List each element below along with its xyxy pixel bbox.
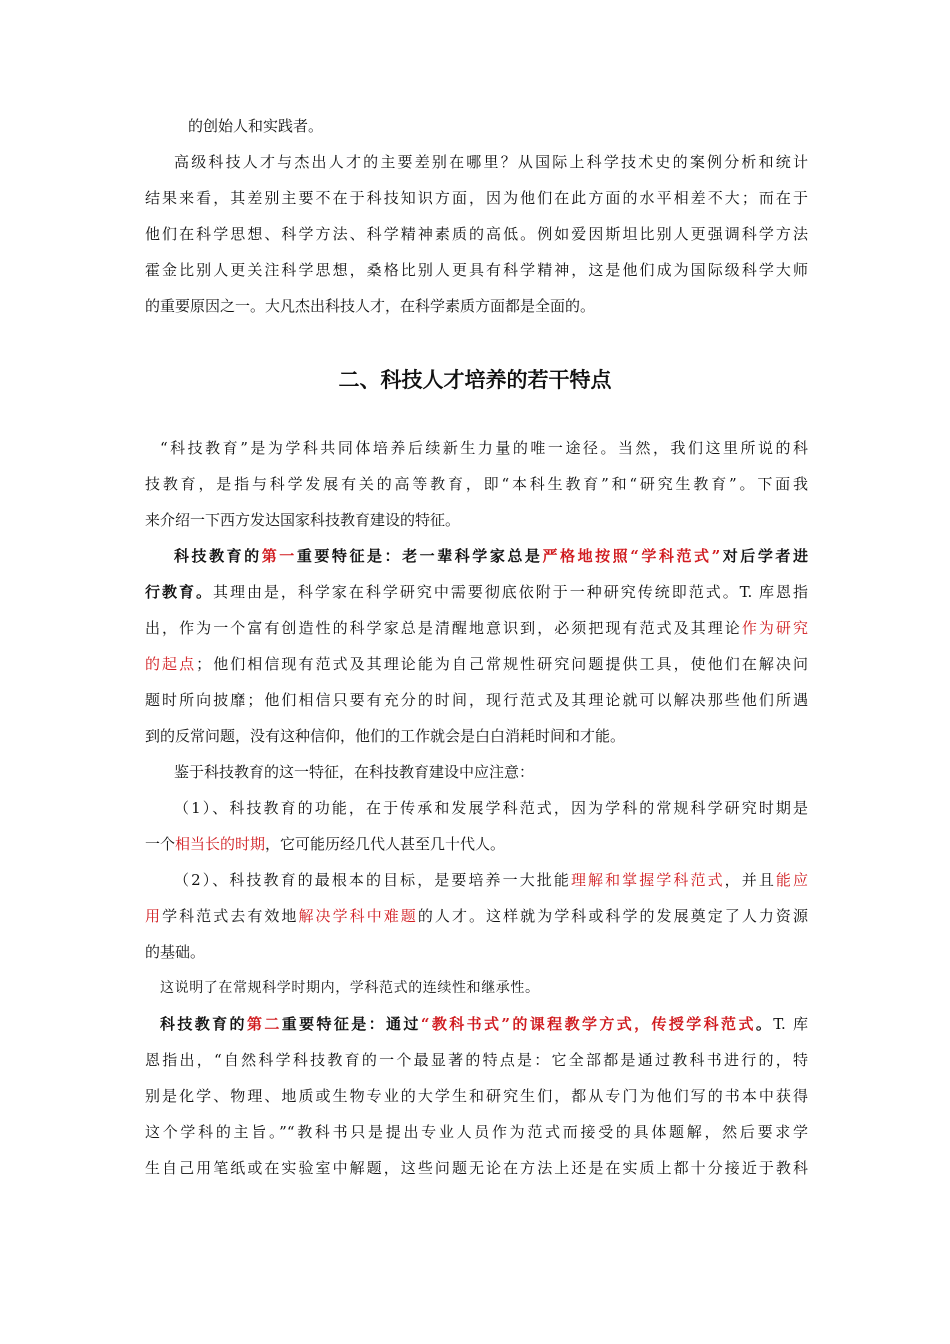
text-run: ，它可能历经几代人甚至几十代人。 <box>265 835 506 853</box>
text-run: 重要特征是：老一辈科学家总是 <box>296 547 543 565</box>
paragraph-8-line-1 <box>160 1012 808 1036</box>
highlight-run: 理解和掌握学科范式 <box>570 871 725 889</box>
highlight-run: 解决学科中难题 <box>298 907 418 925</box>
bold-run: 科技教育的 <box>160 1015 247 1033</box>
paragraph-7-line-2 <box>145 904 808 928</box>
text-run: 一个 <box>145 835 176 853</box>
paragraph-3-line-1: “科技教育”是为学科共同体培养后续新生力量的唯一途径。当然，我们这里所说的科 <box>160 439 808 457</box>
bold-run: 重要特征是：通过 <box>281 1015 421 1033</box>
text-run: T. 库 <box>773 1015 808 1033</box>
paragraph-4-line-6: 到的反常问题，没有这种信仰，他们的工作就会是白白消耗时间和才能。 <box>145 727 626 745</box>
highlight-run: 能应 <box>775 871 808 889</box>
paragraph-2-line-2: 结果来看，其差别主要不在于科技知识方面，因为他们在此方面的水平相差不大；而在于 <box>145 189 808 207</box>
paragraph-6-line-2 <box>145 832 808 856</box>
text-run: ，并且 <box>724 871 776 889</box>
highlight-run: 作为研究 <box>741 619 808 637</box>
paragraph-4-line-1 <box>174 544 808 568</box>
bold-run: 行教育。 <box>145 583 213 601</box>
text-run: 对后学者进 <box>720 547 808 565</box>
highlight-run: 第一 <box>261 547 297 565</box>
paragraph-8-line-5: 生自己用笔纸或在实验室中解题，这些问题无论在方法上还是在实质上都十分接近于教科 <box>145 1159 808 1177</box>
paragraph-3-line-2: 技教育，是指与科学发展有关的高等教育，即“本科生教育”和“研究生教育”。下面我 <box>145 475 808 493</box>
paragraph-4-line-2 <box>145 580 808 604</box>
paragraph-8-line-4: 这个学科的主旨。”“教科书只是提出专业人员作为范式而接受的具体题解，然后要求学 <box>145 1123 808 1141</box>
paragraph-6-line-1: （1）、科技教育的功能，在于传承和发展学科范式，因为学科的常规科学研究时期是 <box>174 799 808 817</box>
highlight-run: 严格地按照“学科范式” <box>542 547 721 565</box>
paragraph-7-line-1 <box>174 868 808 892</box>
paragraph-7-line-3: 的基础。 <box>145 943 206 961</box>
paragraph-3-line-3: 来介绍一下西方发达国家科技教育建设的特征。 <box>145 511 461 529</box>
paragraph-2-line-3: 他们在科学思想、科学方法、科学精神素质的高低。例如爱因斯坦比别人更强调科学方法 <box>145 225 808 243</box>
margin-note: 这说明了在常规科学时期内，学科范式的连续性和继承性。 <box>160 980 540 996</box>
bold-run: 。 <box>755 1015 774 1033</box>
paragraph-4-line-3 <box>145 616 808 640</box>
paragraph-2-line-4: 霍金比别人更关注科学思想，桑格比别人更具有科学精神，这是他们成为国际级科学大师 <box>145 261 808 279</box>
text-run: 科技教育的 <box>174 547 262 565</box>
paragraph-8-line-2: 恩指出，“自然科学科技教育的一个最显著的特点是：它全部都是通过教科书进行的，特 <box>145 1051 808 1069</box>
text-run: 出，作为一个富有创造性的科学家总是清醒地意识到，必须把现有范式及其理论 <box>145 619 742 637</box>
section-heading: 二、科技人才培养的若干特点 <box>338 368 612 392</box>
paragraph-5-line-1: 鉴于科技教育的这一特征，在科技教育建设中应注意： <box>174 763 535 781</box>
highlight-run: “教科书式”的课程教学方式，传授学科范式 <box>420 1015 756 1033</box>
paragraph-4-line-4 <box>145 652 808 676</box>
paragraph-1-line-1: 的创始人和实践者。 <box>188 117 324 135</box>
highlight-run: 相当长的时期 <box>175 835 266 853</box>
highlight-run: 用 <box>145 907 163 925</box>
text-run: 其理由是，科学家在科学研究中需要彻底依附于一种研究传统即范式。T. 库恩指 <box>212 583 808 601</box>
highlight-run: 第二 <box>246 1015 282 1033</box>
text-run: 学科范式去有效地 <box>162 907 299 925</box>
highlight-run: 的起点 <box>145 655 197 673</box>
paragraph-8-line-3: 别是化学、物理、地质或生物专业的大学生和研究生们，都从专门为他们写的书本中获得 <box>145 1087 808 1105</box>
paragraph-2-line-1: 高级科技人才与杰出人才的主要差别在哪里？从国际上科学技术史的案例分析和统计 <box>174 153 808 171</box>
text-run: 的人才。这样就为学科或科学的发展奠定了人力资源 <box>417 907 808 925</box>
paragraph-4-line-5: 题时所向披靡；他们相信只要有充分的时间，现行范式及其理论就可以解决那些他们所遇 <box>145 691 808 709</box>
text-run: （2）、科技教育的最根本的目标，是要培养一大批能 <box>174 871 571 889</box>
text-run: ；他们相信现有范式及其理论能为自己常规性研究问题提供工具，使他们在解决问 <box>196 655 808 673</box>
paragraph-2-line-5: 的重要原因之一。大凡杰出科技人才，在科学素质方面都是全面的。 <box>145 297 596 315</box>
